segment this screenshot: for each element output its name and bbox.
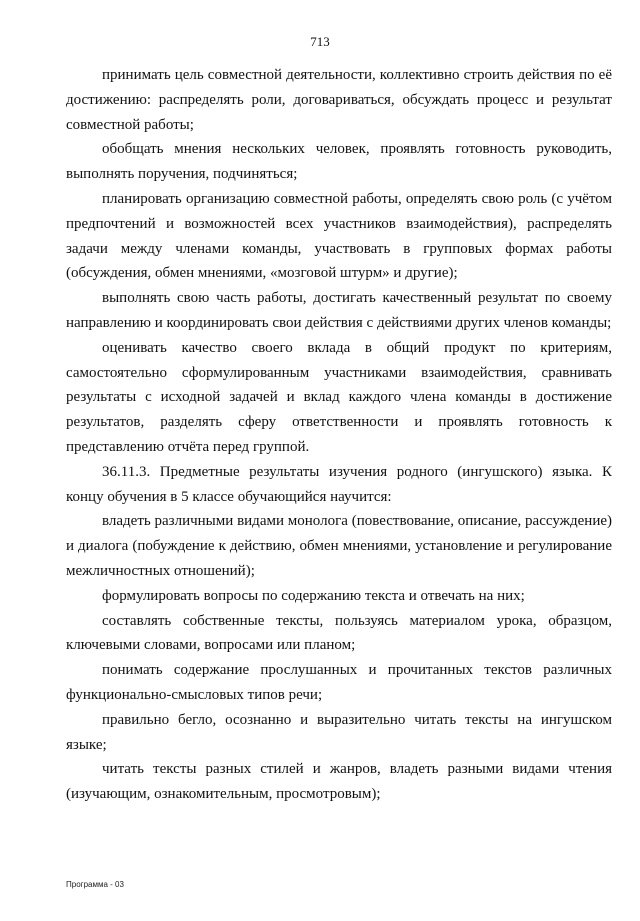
paragraph: принимать цель совместной деятельности, коллективно строить действия по её достижению: распределять роли, договариваться, обсуждать процесс и результат совместной работы; bbox=[66, 67, 612, 133]
paragraph: понимать содержание прослушанных и прочитанных текстов различных функционально-смысловых типов речи; bbox=[66, 662, 612, 703]
paragraph: правильно бегло, осознанно и выразительно читать тексты на ингушском языке; bbox=[66, 711, 612, 753]
paragraph: выполнять свою часть работы, достигать качественный результат по своему направлению и координировать свои действия с действиями других членов команды; bbox=[66, 290, 612, 331]
body-text bbox=[66, 63, 612, 807]
paragraph: оценивать качество своего вклада в общий продукт по критериям, самостоятельно сформулированным участниками взаимодействия, сравнивать результаты с исходной задачей и вклад каждого члена команды в достижение результатов, разделять сферу ответственности и проявлять готовность к представлению отчёта перед группой. bbox=[66, 339, 612, 455]
page-footer: Программа - 03 bbox=[66, 880, 124, 889]
paragraph: формулировать вопросы по содержанию текста и отвечать на них; bbox=[102, 587, 525, 604]
page-number: 713 bbox=[310, 34, 330, 49]
paragraph: составлять собственные тексты, пользуясь материалом урока, образцом, ключевыми словами, вопросами или планом; bbox=[66, 612, 612, 654]
paragraph: обобщать мнения нескольких человек, проявлять готовность руководить, выполнять поручения, подчиняться; bbox=[66, 141, 612, 183]
paragraph: владеть различными видами монолога (повествование, описание, рассуждение) и диалога (побуждение к действию, обмен мнениями, установление и регулирование межличностных отношений); bbox=[66, 513, 612, 579]
paragraph: читать тексты разных стилей и жанров, владеть разными видами чтения (изучающим, ознакомительным, просмотровым); bbox=[66, 761, 612, 803]
paragraph: планировать организацию совместной работы, определять свою роль (с учётом предпочтений и возможностей всех участников взаимодействия), распределять задачи между членами команды, участвовать в групповых формах работы (обсуждения, обмен мнениями, «мозговой штурм» и другие); bbox=[66, 190, 612, 282]
section-heading-paragraph: 36.11.3. Предметные результаты изучения родного (ингушского) языка. К концу обучения в 5 классе обучающийся научится: bbox=[66, 463, 612, 505]
